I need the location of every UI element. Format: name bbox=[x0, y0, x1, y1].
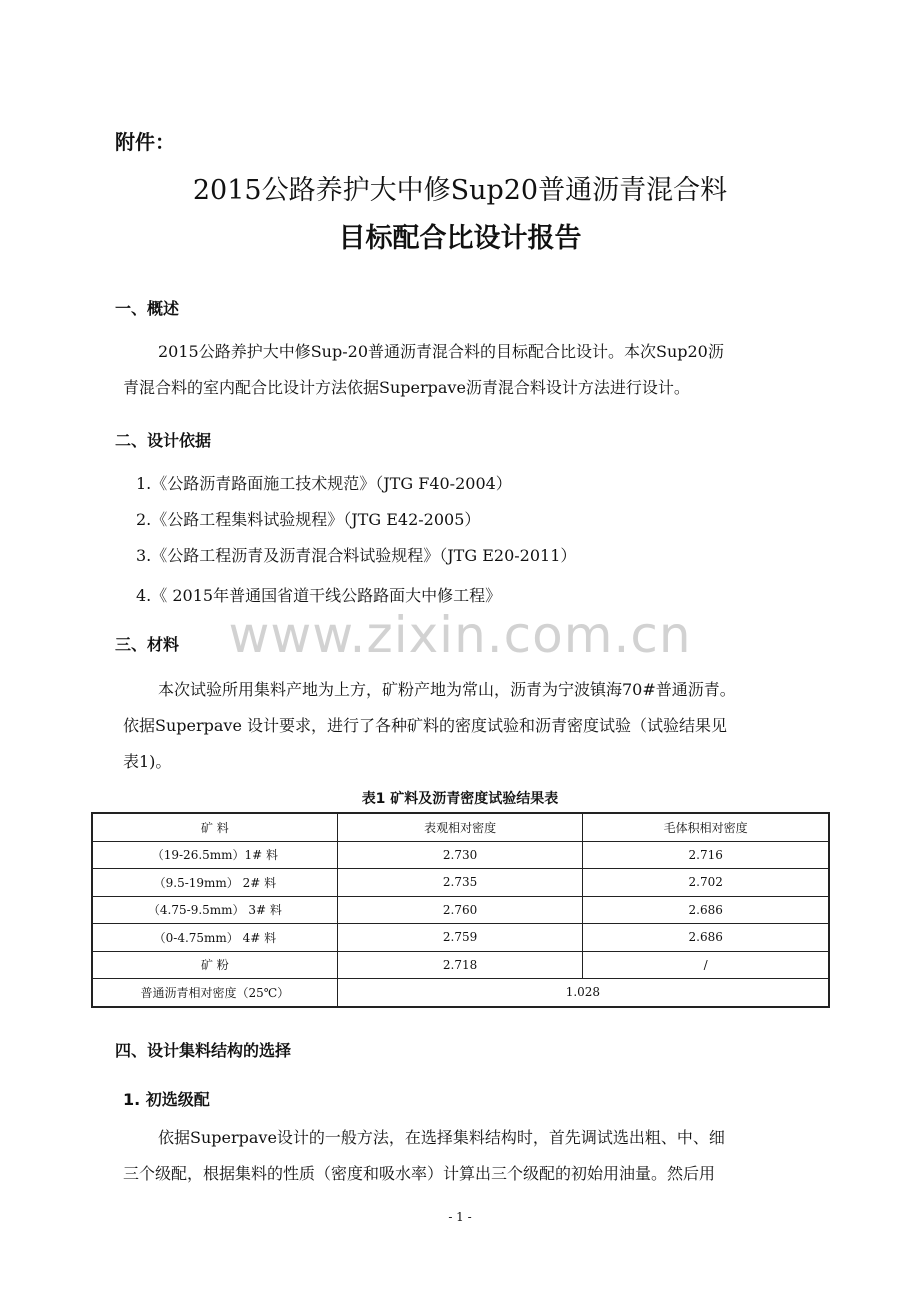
reference-item: 2.《公路工程集料试验规程》（JTG E42-2005） bbox=[136, 510, 481, 529]
report-title-line1: 2015公路养护大中修Sup20普通沥青混合料 bbox=[192, 175, 728, 206]
reference-item: 3.《公路工程沥青及沥青混合料试验规程》（JTG E20-2011） bbox=[136, 546, 577, 565]
table-cell: 2.735 bbox=[337, 869, 583, 897]
table-row bbox=[92, 896, 829, 924]
table-cell: 2.760 bbox=[337, 896, 583, 924]
column-header: 毛体积相对密度 bbox=[583, 813, 829, 841]
density-table bbox=[91, 812, 830, 1008]
table-caption: 表1 矿料及沥青密度试验结果表 bbox=[361, 791, 559, 807]
table-header-row bbox=[92, 813, 829, 841]
column-header: 表观相对密度 bbox=[337, 813, 583, 841]
section-heading-materials: 三、材料 bbox=[115, 635, 180, 654]
subsection-heading-initial-gradation: 1. 初选级配 bbox=[123, 1090, 210, 1109]
table-cell: 2.686 bbox=[583, 896, 829, 924]
table-cell: 1.028 bbox=[337, 979, 829, 1007]
table-cell: 2.730 bbox=[337, 841, 583, 869]
table-cell: 2.686 bbox=[583, 924, 829, 952]
materials-paragraph-line2: 依据Superpave 设计要求，进行了各种矿料的密度试验和沥青密度试验（试验结果见 bbox=[123, 716, 728, 735]
gradation-paragraph-line2: 三个级配，根据集料的性质（密度和吸水率）计算出三个级配的初始用油量。然后用 bbox=[123, 1164, 716, 1183]
reference-item: 4.《 2015年普通国省道干线公路路面大中修工程》 bbox=[136, 586, 502, 605]
page-number: - 1 - bbox=[448, 1210, 472, 1224]
table-cell: （4.75-9.5mm） 3# 料 bbox=[92, 896, 337, 924]
section-heading-overview: 一、概述 bbox=[115, 299, 180, 318]
table-row-asphalt-density bbox=[92, 979, 829, 1007]
column-header: 矿 料 bbox=[92, 813, 337, 841]
table-cell: 2.716 bbox=[583, 841, 829, 869]
table-cell: （0-4.75mm） 4# 料 bbox=[92, 924, 337, 952]
section-heading-design-basis: 二、设计依据 bbox=[115, 431, 212, 450]
section-heading-aggregate-structure: 四、设计集料结构的选择 bbox=[115, 1041, 292, 1060]
reference-item: 1.《公路沥青路面施工技术规范》（JTG F40-2004） bbox=[136, 474, 512, 493]
report-title-line2: 目标配合比设计报告 bbox=[338, 223, 582, 254]
table-row bbox=[92, 951, 829, 979]
table-cell: 2.718 bbox=[337, 951, 583, 979]
table-row bbox=[92, 841, 829, 869]
watermark: www.zixin.com.cn bbox=[228, 606, 692, 664]
table-row bbox=[92, 924, 829, 952]
materials-paragraph-line1: 本次试验所用集料产地为上方，矿粉产地为常山，沥青为宁波镇海70#普通沥青。 bbox=[158, 680, 736, 699]
table-cell: 2.702 bbox=[583, 869, 829, 897]
table-cell: / bbox=[583, 951, 829, 979]
attachment-label: 附件： bbox=[115, 130, 175, 154]
table-cell: 普通沥青相对密度（25℃） bbox=[92, 979, 337, 1007]
table-cell: 矿 粉 bbox=[92, 951, 337, 979]
materials-paragraph-line3: 表1)。 bbox=[123, 752, 172, 771]
table-cell: （9.5-19mm） 2# 料 bbox=[92, 869, 337, 897]
table-cell: 2.759 bbox=[337, 924, 583, 952]
overview-paragraph-line1: 2015公路养护大中修Sup-20普通沥青混合料的目标配合比设计。本次Sup20沥 bbox=[158, 342, 724, 361]
table-row bbox=[92, 869, 829, 897]
table-cell: （19-26.5mm）1# 料 bbox=[92, 841, 337, 869]
overview-paragraph-line2: 青混合料的室内配合比设计方法依据Superpave沥青混合料设计方法进行设计。 bbox=[123, 378, 690, 397]
gradation-paragraph-line1: 依据Superpave设计的一般方法，在选择集料结构时，首先调试选出粗、中、细 bbox=[158, 1128, 725, 1147]
